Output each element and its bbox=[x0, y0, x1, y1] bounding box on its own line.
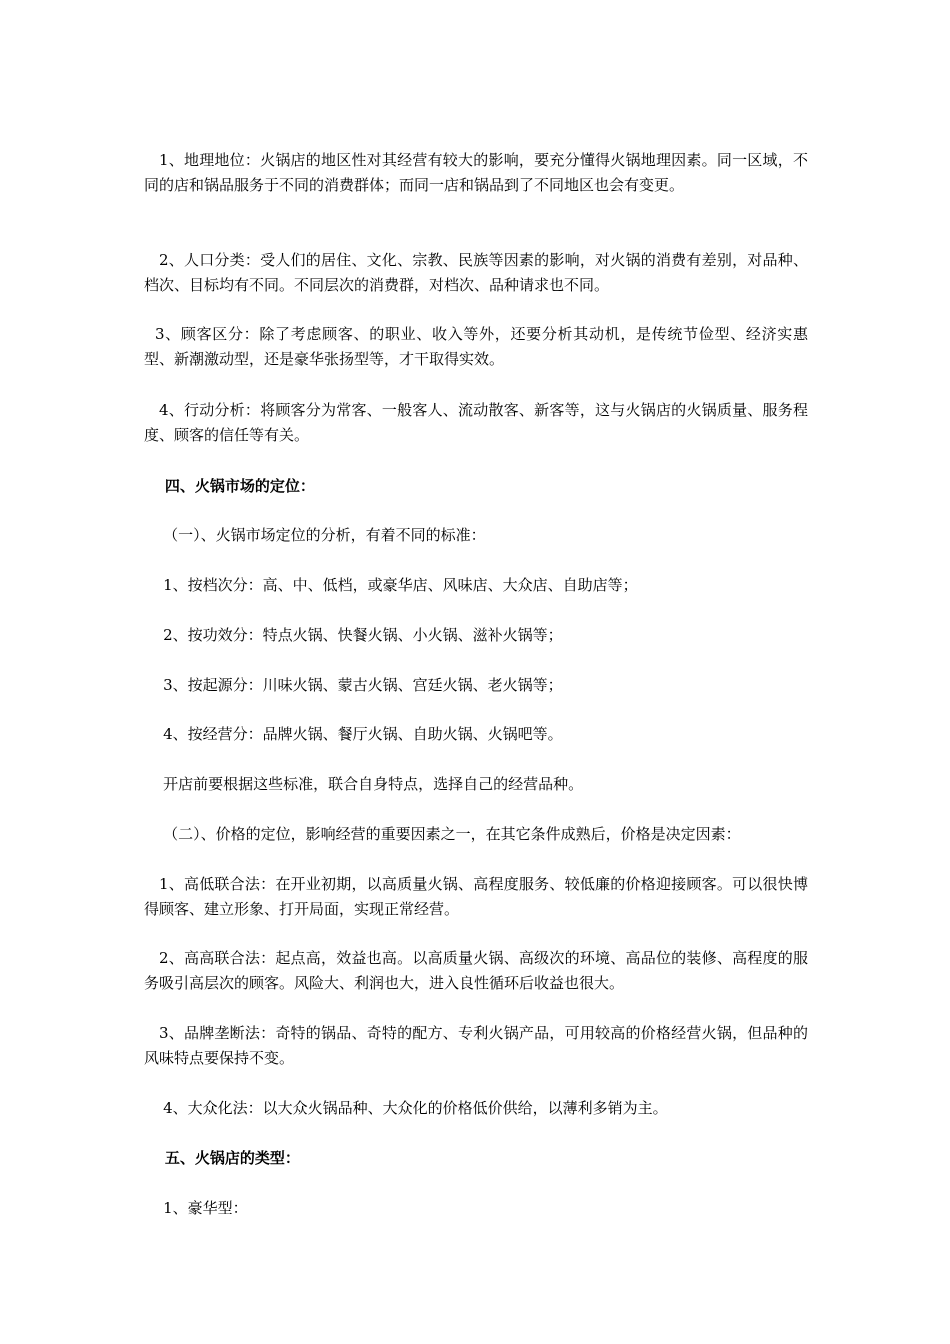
paragraph-high-low-method: 1、高低联合法：在开业初期，以高质量火锅、高程度服务、较低廉的价格迎接顾客。可以很快博得顾客、建立形象、打开局面，实现正常经营。 bbox=[144, 875, 808, 918]
list-item-luxury-type: 1、豪华型： bbox=[144, 1199, 248, 1217]
paragraph-geographic-position: 1、地理地位：火锅店的地区性对其经营有较大的影响，要充分懂得火锅地理因素。同一区域，不同的店和锅品服务于不同的消费群体；而同一店和锅品到了不同地区也会有变更。 bbox=[144, 151, 808, 194]
list-item-by-origin: 3、按起源分：川味火锅、蒙古火锅、宫廷火锅、老火锅等； bbox=[144, 676, 563, 694]
subsection-heading-price-positioning: （二）、价格的定位，影响经营的重要因素之一，在其它条件成熟后，价格是决定因素： bbox=[144, 825, 741, 843]
paragraph-choose-variety: 开店前要根据这些标准，联合自身特点，选择自己的经营品种。 bbox=[144, 775, 584, 793]
list-item-by-operation: 4、按经营分：品牌火锅、餐厅火锅、自助火锅、火锅吧等。 bbox=[144, 725, 563, 743]
paragraph-brand-monopoly-method: 3、品牌垄断法：奇特的锅品、奇特的配方、专利火锅产品，可用较高的价格经营火锅，但品种的风味特点要保持不变。 bbox=[144, 1024, 808, 1067]
list-item-by-grade: 1、按档次分：高、中、低档，或豪华店、风味店、大众店、自助店等； bbox=[144, 576, 638, 594]
paragraph-behavior-analysis: 4、行动分析：将顾客分为常客、一般客人、流动散客、新客等，这与火锅店的火锅质量、服务程度、顾客的信任等有关。 bbox=[144, 401, 808, 444]
paragraph-mass-market-method: 4、大众化法：以大众火锅品种、大众化的价格低价供给，以薄利多销为主。 bbox=[144, 1099, 668, 1117]
section-heading-store-types: 五、火锅店的类型： bbox=[144, 1149, 300, 1167]
subsection-heading-positioning-analysis: （一）、火锅市场定位的分析，有着不同的标准： bbox=[144, 526, 486, 544]
list-item-by-function: 2、按功效分：特点火锅、快餐火锅、小火锅、滋补火锅等； bbox=[144, 626, 563, 644]
paragraph-population-classification: 2、人口分类：受人们的居住、文化、宗教、民族等因素的影响，对火锅的消费有差别，对品种、档次、目标均有不同。不同层次的消费群，对档次、品种请求也不同。 bbox=[144, 251, 808, 294]
section-heading-market-positioning: 四、火锅市场的定位： bbox=[144, 477, 315, 495]
paragraph-high-high-method: 2、高高联合法：起点高，效益也高。以高质量火锅、高级次的环境、高品位的装修、高程度的服务吸引高层次的顾客。风险大、利润也大，进入良性循环后收益也很大。 bbox=[144, 949, 808, 992]
paragraph-customer-segmentation: 3、顾客区分：除了考虑顾客、的职业、收入等外，还要分析其动机，是传统节俭型、经济实惠型、新潮激动型，还是豪华张扬型等，才干取得实效。 bbox=[144, 325, 808, 368]
